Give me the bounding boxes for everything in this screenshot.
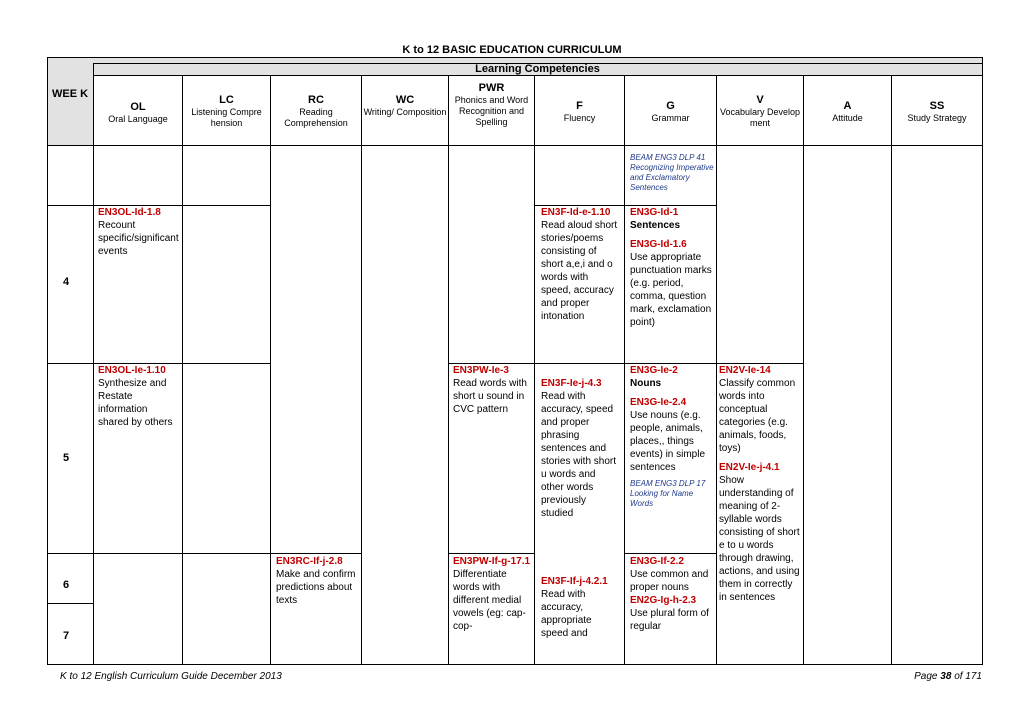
col-header-f: F Fluency (563, 100, 596, 123)
g-week4-competency: EN3G-Id-1 Sentences EN3G-Id-1.6 Use appropriate punctuation marks (e.g. period, comma, question mark, exclamation point) (630, 207, 712, 328)
col-header-a: A Attitude (832, 100, 863, 123)
ol-week5-competency: EN3OL-Ie-1.10 Synthesize and Restate information shared by others (98, 365, 173, 428)
week-5-label: 5 (63, 452, 70, 464)
col-header-pwr: PWR Phonics and Word Recognition and Spelling (454, 82, 529, 127)
ol-week4-competency: EN3OL-Id-1.8 Recount specific/significant events (98, 207, 179, 257)
g-week5-competency: EN3G-Ie-2 Nouns EN3G-Ie-2.4 Use nouns (e.g. people, animals, places,, things events) in simple sentences BEAM ENG3 DLP 17 Looking for Name Words (630, 365, 706, 508)
v-week5-competency: EN2V-Ie-14 Classify common words into conceptual categories (e.g. animals, foods, toys) EN2V-Ie-j-4.1 Show understanding of meaning of 2-syllable words consisting of short e to u words through drawing, actions, and using them in correctly in sentences (719, 365, 800, 603)
f-week4-competency: EN3F-Id-e-1.10 Read aloud short stories/poems consisting of short a,e,i and o words with speed, accuracy and proper intonation (541, 207, 618, 322)
rc-week6-competency: EN3RC-If-j-2.8 Make and confirm predictions about texts (276, 556, 356, 606)
col-header-v: V Vocabulary Develop ment (719, 94, 801, 128)
col-header-ss: SS Study Strategy (907, 100, 967, 123)
grammar-beam-note: BEAM ENG3 DLP 41 Recognizing Imperative and Exclamatory Sentences (630, 153, 714, 192)
week-header: WEE K (51, 88, 89, 100)
footer-page-number: Page 38 of 171 (914, 671, 982, 682)
col-header-rc: RC Reading Comprehension (284, 94, 348, 128)
g-week6-competency: EN3G-If-2.2 Use common and proper nouns EN2G-Ig-h-2.3 Use plural form of regular (630, 556, 709, 632)
col-header-wc: WC Writing/ Composition (363, 94, 447, 117)
f-week5-competency: EN3F-Ie-j-4.3 Read with accuracy, speed and proper phrasing sentences and stories with short u words and other words previously studied (541, 378, 617, 519)
col-header-g: G Grammar (651, 100, 690, 123)
week-6-label: 6 (63, 579, 70, 591)
col-header-ol: OL Oral Language (108, 101, 168, 124)
learning-competencies-heading: Learning Competencies (475, 63, 600, 75)
pwr-week6-competency: EN3PW-If-g-17.1 Differentiate words with different medial vowels (eg: cap- cop- (453, 556, 531, 632)
pwr-week5-competency: EN3PW-Ie-3 Read words with short u sound in CVC pattern (453, 365, 527, 415)
page-title: K to 12 BASIC EDUCATION CURRICULUM (402, 44, 622, 56)
f-week6-competency: EN3F-If-j-4.2.1 Read with accuracy, appropriate speed and (541, 576, 608, 639)
week-7-label: 7 (63, 630, 70, 642)
col-header-lc: LC Listening Compre hension (191, 94, 262, 128)
footer-guide-title: K to 12 English Curriculum Guide December 2013 (60, 671, 282, 682)
week-4-label: 4 (63, 276, 70, 288)
